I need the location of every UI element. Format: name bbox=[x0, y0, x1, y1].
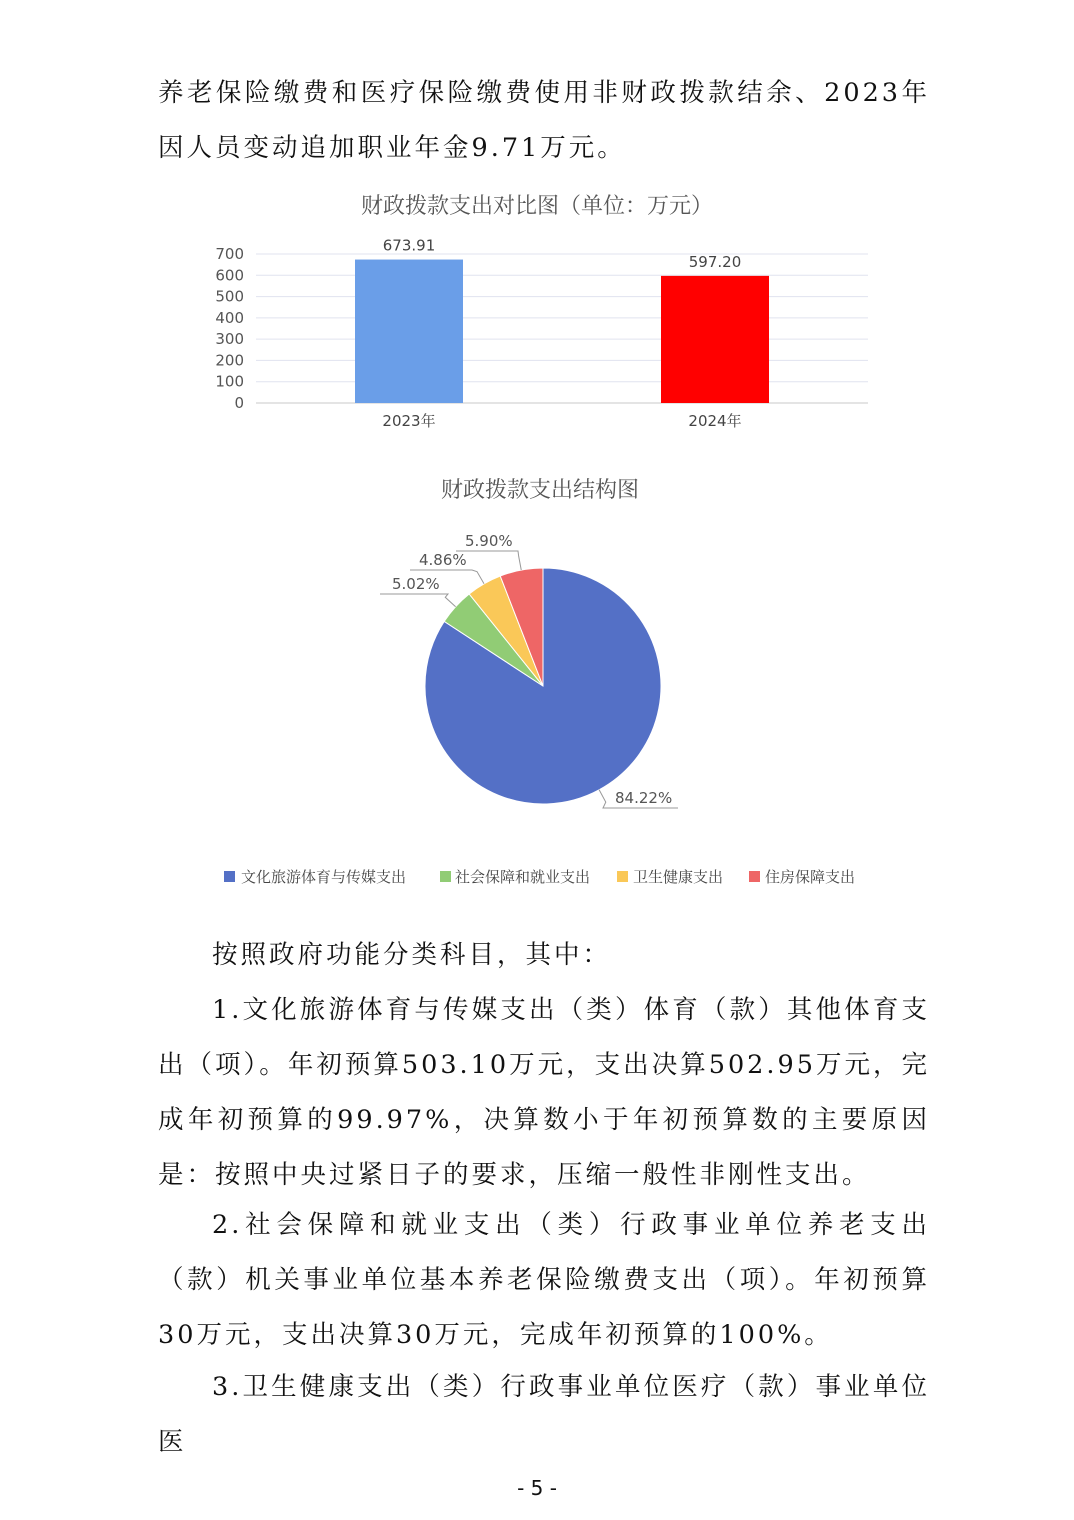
bar-y-tick-label: 300 bbox=[215, 330, 244, 349]
pie-chart-title: 财政拨款支出结构图 bbox=[440, 478, 640, 503]
legend-swatch-health bbox=[617, 871, 628, 882]
bar-category-label-2024: 2024年 bbox=[688, 412, 742, 430]
pie-chart bbox=[0, 465, 1074, 905]
bar-y-tick-label: 600 bbox=[215, 266, 244, 285]
pie-label-health: 4.86% bbox=[419, 551, 467, 569]
intro-paragraph: 养老保险缴费和医疗保险缴费使用非财政拨款结余、2023年因人员变动追加职业年金9.71万元。 bbox=[158, 78, 930, 163]
item-2-paragraph: 2.社会保障和就业支出（类）行政事业单位养老支出（款）机关事业单位基本养老保险缴费支出（项）。年初预算30万元，支出决算30万元，完成年初预算的100%。 bbox=[158, 1210, 930, 1350]
bar-y-tick-label: 400 bbox=[215, 308, 244, 327]
bar-value-label-2023: 673.91 bbox=[382, 236, 436, 255]
pie-legend bbox=[224, 868, 855, 886]
pie-label-housing: 5.90% bbox=[465, 532, 513, 550]
legend-swatch-culture bbox=[224, 871, 235, 882]
bar-y-tick-label: 0 bbox=[234, 394, 244, 412]
bar-y-tick-label: 700 bbox=[215, 245, 244, 263]
item-3-paragraph: 3.卫生健康支出（类）行政事业单位医疗（款）事业单位医 bbox=[158, 1372, 930, 1457]
bar-y-tick-label: 500 bbox=[215, 287, 244, 306]
pie-label-culture: 84.22% bbox=[615, 789, 673, 807]
bar-value-label-2024: 597.20 bbox=[688, 252, 742, 271]
pie-leader-line bbox=[380, 594, 456, 607]
bar-y-tick-label: 100 bbox=[215, 372, 244, 391]
bar-y-tick-label: 200 bbox=[215, 351, 244, 370]
bar-chart-title: 财政拨款支出对比图（单位：万元） bbox=[360, 194, 714, 219]
page-number: - 5 - bbox=[517, 1476, 557, 1500]
pie-label-social: 5.02% bbox=[392, 575, 440, 593]
bar-category-label-2023: 2023年 bbox=[382, 412, 436, 430]
item-1-paragraph: 1.文化旅游体育与传媒支出（类）体育（款）其他体育支出（项）。年初预算503.10万元，支出决算502.95万元，完成年初预算的99.97%，决算数小于年初预算数的主要原因是：按照中央过紧日子的要求，压缩一般性非刚性支出。 bbox=[158, 995, 930, 1190]
legend-swatch-social bbox=[440, 871, 451, 882]
legend-label-housing: 住房保障支出 bbox=[765, 868, 856, 886]
section-lead: 按照政府功能分类科目，其中： bbox=[212, 940, 612, 970]
legend-label-social: 社会保障和就业支出 bbox=[455, 868, 591, 886]
legend-label-health: 卫生健康支出 bbox=[633, 868, 724, 886]
legend-swatch-housing bbox=[749, 871, 760, 882]
bar-2024 bbox=[661, 276, 769, 403]
legend-label-culture: 文化旅游体育与传媒支出 bbox=[241, 868, 407, 886]
bar-2023 bbox=[355, 260, 463, 403]
